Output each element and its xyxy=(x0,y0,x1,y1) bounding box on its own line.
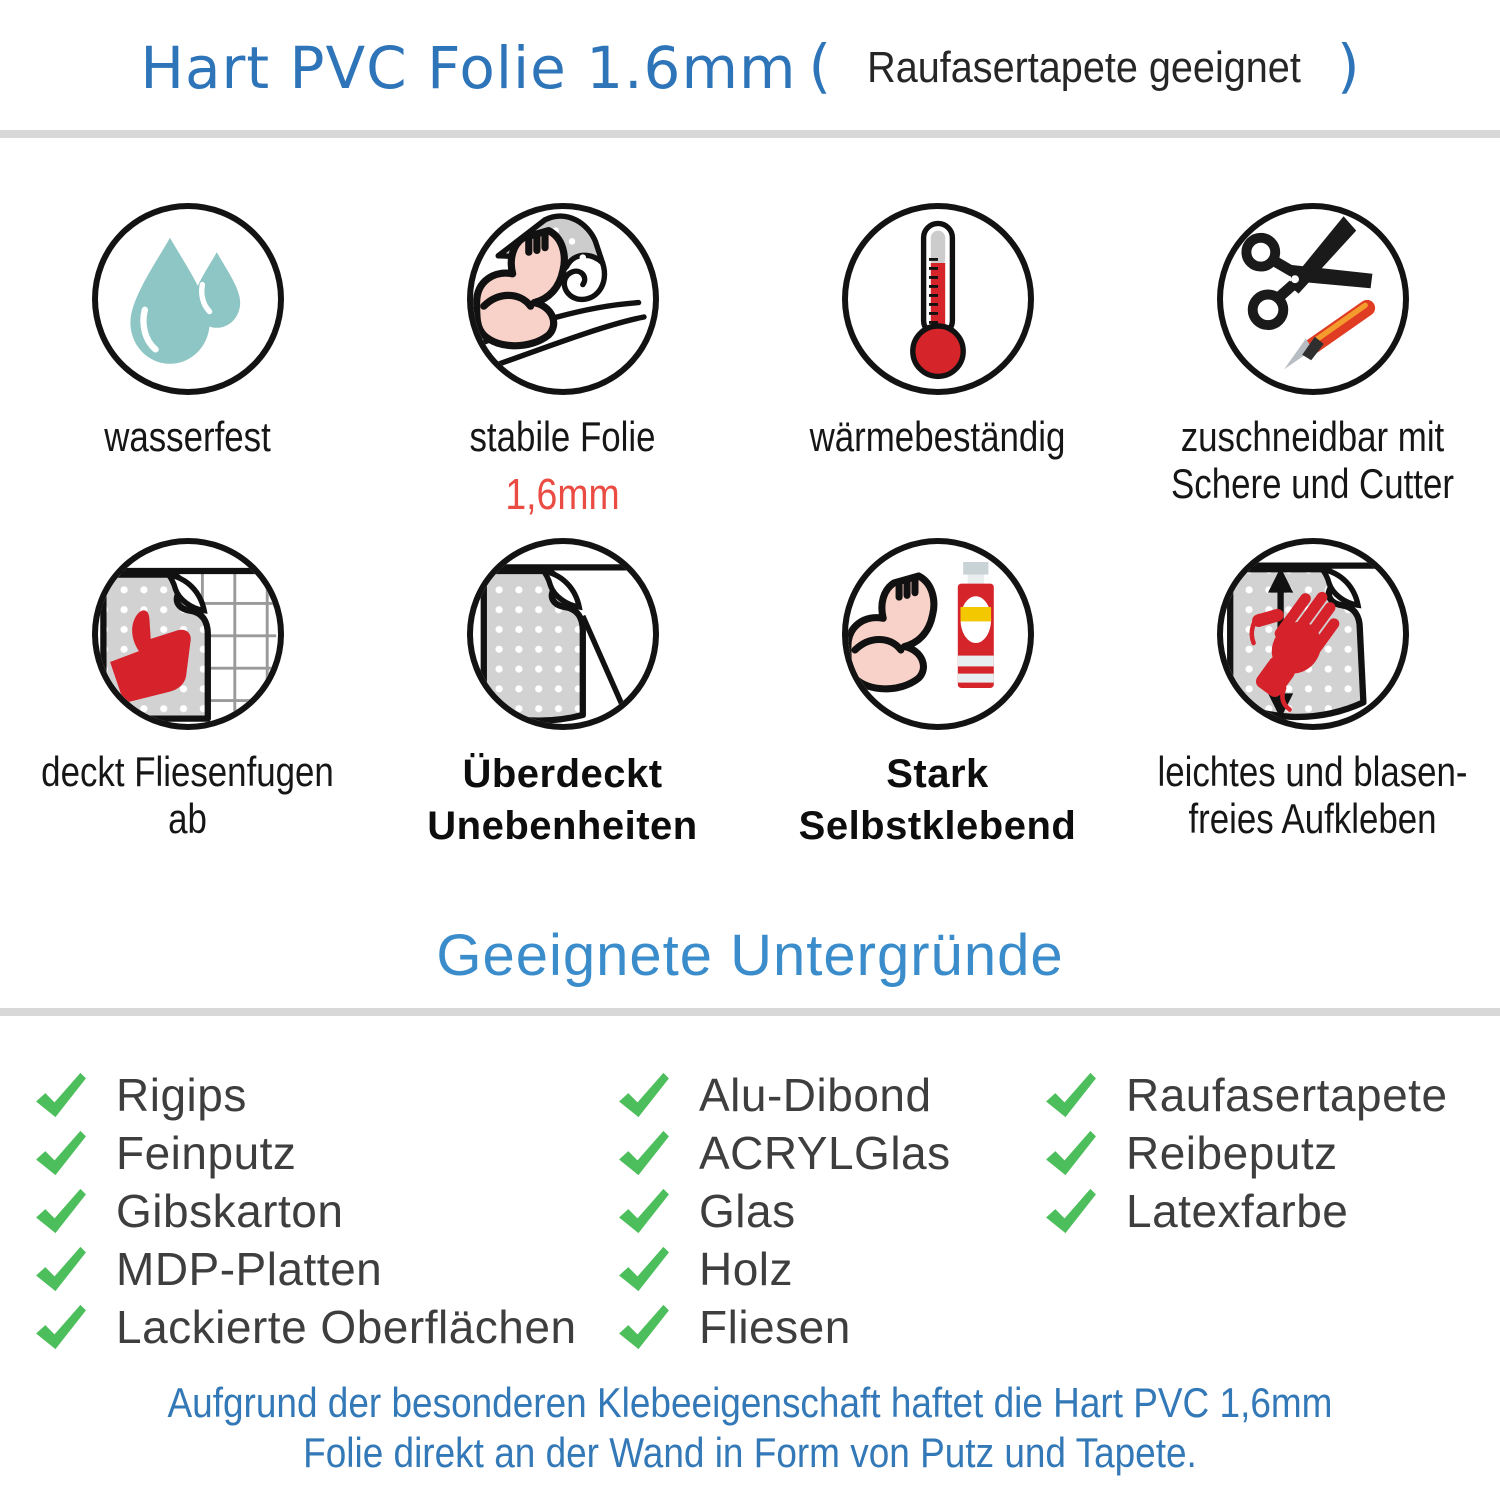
check-icon xyxy=(615,1071,673,1119)
substrate-label: Glas xyxy=(699,1185,796,1237)
feature-label: wasserfest xyxy=(104,413,271,460)
substrate-label: MDP-Platten xyxy=(116,1243,383,1295)
substrate-label: Reibeputz xyxy=(1126,1127,1338,1179)
features-row-1 xyxy=(0,203,1500,520)
footer-note xyxy=(0,1378,1500,1479)
feature-selbstklebend xyxy=(750,538,1125,852)
substrate-label: Holz xyxy=(699,1243,794,1295)
feature-wasserfest xyxy=(0,203,375,520)
substrate-item xyxy=(1042,1124,1448,1182)
check-icon xyxy=(32,1245,90,1293)
substrate-item xyxy=(1042,1182,1448,1240)
page-title xyxy=(0,34,1500,102)
check-icon xyxy=(32,1071,90,1119)
feature-label: deckt Fliesenfugen ab xyxy=(41,748,334,843)
feature-label: zuschneidbar mit xyxy=(1180,413,1445,460)
substrate-item xyxy=(615,1182,951,1240)
water-drops-icon xyxy=(92,203,284,395)
title-paren-open: ( xyxy=(808,32,832,100)
feature-label: Unebenheiten xyxy=(427,804,698,848)
check-icon xyxy=(1042,1071,1100,1119)
substrate-label: Latexfarbe xyxy=(1126,1185,1349,1237)
check-icon xyxy=(32,1187,90,1235)
section-heading: Geeignete Untergründe xyxy=(436,923,1064,988)
check-icon xyxy=(615,1303,673,1351)
features-row-2 xyxy=(0,538,1500,852)
feature-stabile-folie xyxy=(375,203,750,520)
feature-label: Überdeckt xyxy=(462,752,663,796)
substrate-label: Fliesen xyxy=(699,1301,851,1353)
feature-thickness-label: 1,6mm xyxy=(505,470,620,520)
substrate-item xyxy=(32,1240,577,1298)
check-icon xyxy=(615,1129,673,1177)
title-paren-close: ) xyxy=(1337,32,1360,100)
foil-peel-icon xyxy=(467,538,659,730)
substrate-label: Rigips xyxy=(116,1069,247,1121)
substrate-item xyxy=(32,1298,577,1356)
feature-label: wärmebeständig xyxy=(809,413,1066,460)
substrate-label: Raufasertapete xyxy=(1126,1069,1448,1121)
footer-line-1: Aufgrund der besonderen Klebeeigenschaft haftet die Hart PVC 1,6mm xyxy=(167,1379,1333,1426)
check-icon xyxy=(1042,1187,1100,1235)
substrate-item xyxy=(615,1066,951,1124)
feature-zuschneidbar xyxy=(1125,203,1500,520)
substrate-label: Alu-Dibond xyxy=(699,1069,932,1121)
substrate-item xyxy=(615,1124,951,1182)
thermometer-icon xyxy=(842,203,1034,395)
substrate-column-2 xyxy=(615,1066,951,1356)
feature-label: Schere und Cutter xyxy=(1171,460,1454,508)
substrate-label: Gibskarton xyxy=(116,1185,344,1237)
substrate-item xyxy=(615,1240,951,1298)
substrate-item xyxy=(615,1298,951,1356)
substrate-column-3 xyxy=(1042,1066,1448,1240)
check-icon xyxy=(32,1303,90,1351)
thumb-tiles-icon xyxy=(92,538,284,730)
feature-unebenheiten xyxy=(375,538,750,852)
feature-label: Selbstklebend xyxy=(798,804,1077,848)
substrate-item xyxy=(32,1066,577,1124)
feature-fliesenfugen xyxy=(0,538,375,852)
check-icon xyxy=(32,1129,90,1177)
substrate-label: Lackierte Oberflächen xyxy=(116,1301,577,1353)
scissors-cutter-icon xyxy=(1217,203,1409,395)
substrate-label: ACRYLGlas xyxy=(699,1127,951,1179)
substrate-item xyxy=(32,1182,577,1240)
muscle-foil-icon xyxy=(467,203,659,395)
hand-foil-icon xyxy=(1217,538,1409,730)
check-icon xyxy=(615,1187,673,1235)
check-icon xyxy=(1042,1129,1100,1177)
feature-label: leichtes und blasen- xyxy=(1157,748,1468,795)
substrate-label: Feinputz xyxy=(116,1127,297,1179)
page-title-sub: Raufasertapete geeignet xyxy=(867,43,1301,92)
page-title-main: Hart PVC Folie 1.6mm xyxy=(140,34,797,102)
divider-top xyxy=(0,130,1500,138)
feature-label: stabile Folie xyxy=(469,413,656,460)
check-icon xyxy=(615,1245,673,1293)
substrate-item xyxy=(32,1124,577,1182)
feature-label: Stark xyxy=(886,752,989,796)
muscle-glue-icon xyxy=(842,538,1034,730)
substrate-item xyxy=(1042,1066,1448,1124)
feature-aufkleben xyxy=(1125,538,1500,852)
substrate-column-1 xyxy=(32,1066,577,1356)
footer-line-2: Folie direkt an der Wand in Form von Putz und Tapete. xyxy=(303,1429,1197,1477)
feature-label: freies Aufkleben xyxy=(1188,795,1437,843)
feature-waermebestaendig xyxy=(750,203,1125,520)
divider-middle xyxy=(0,1008,1500,1016)
